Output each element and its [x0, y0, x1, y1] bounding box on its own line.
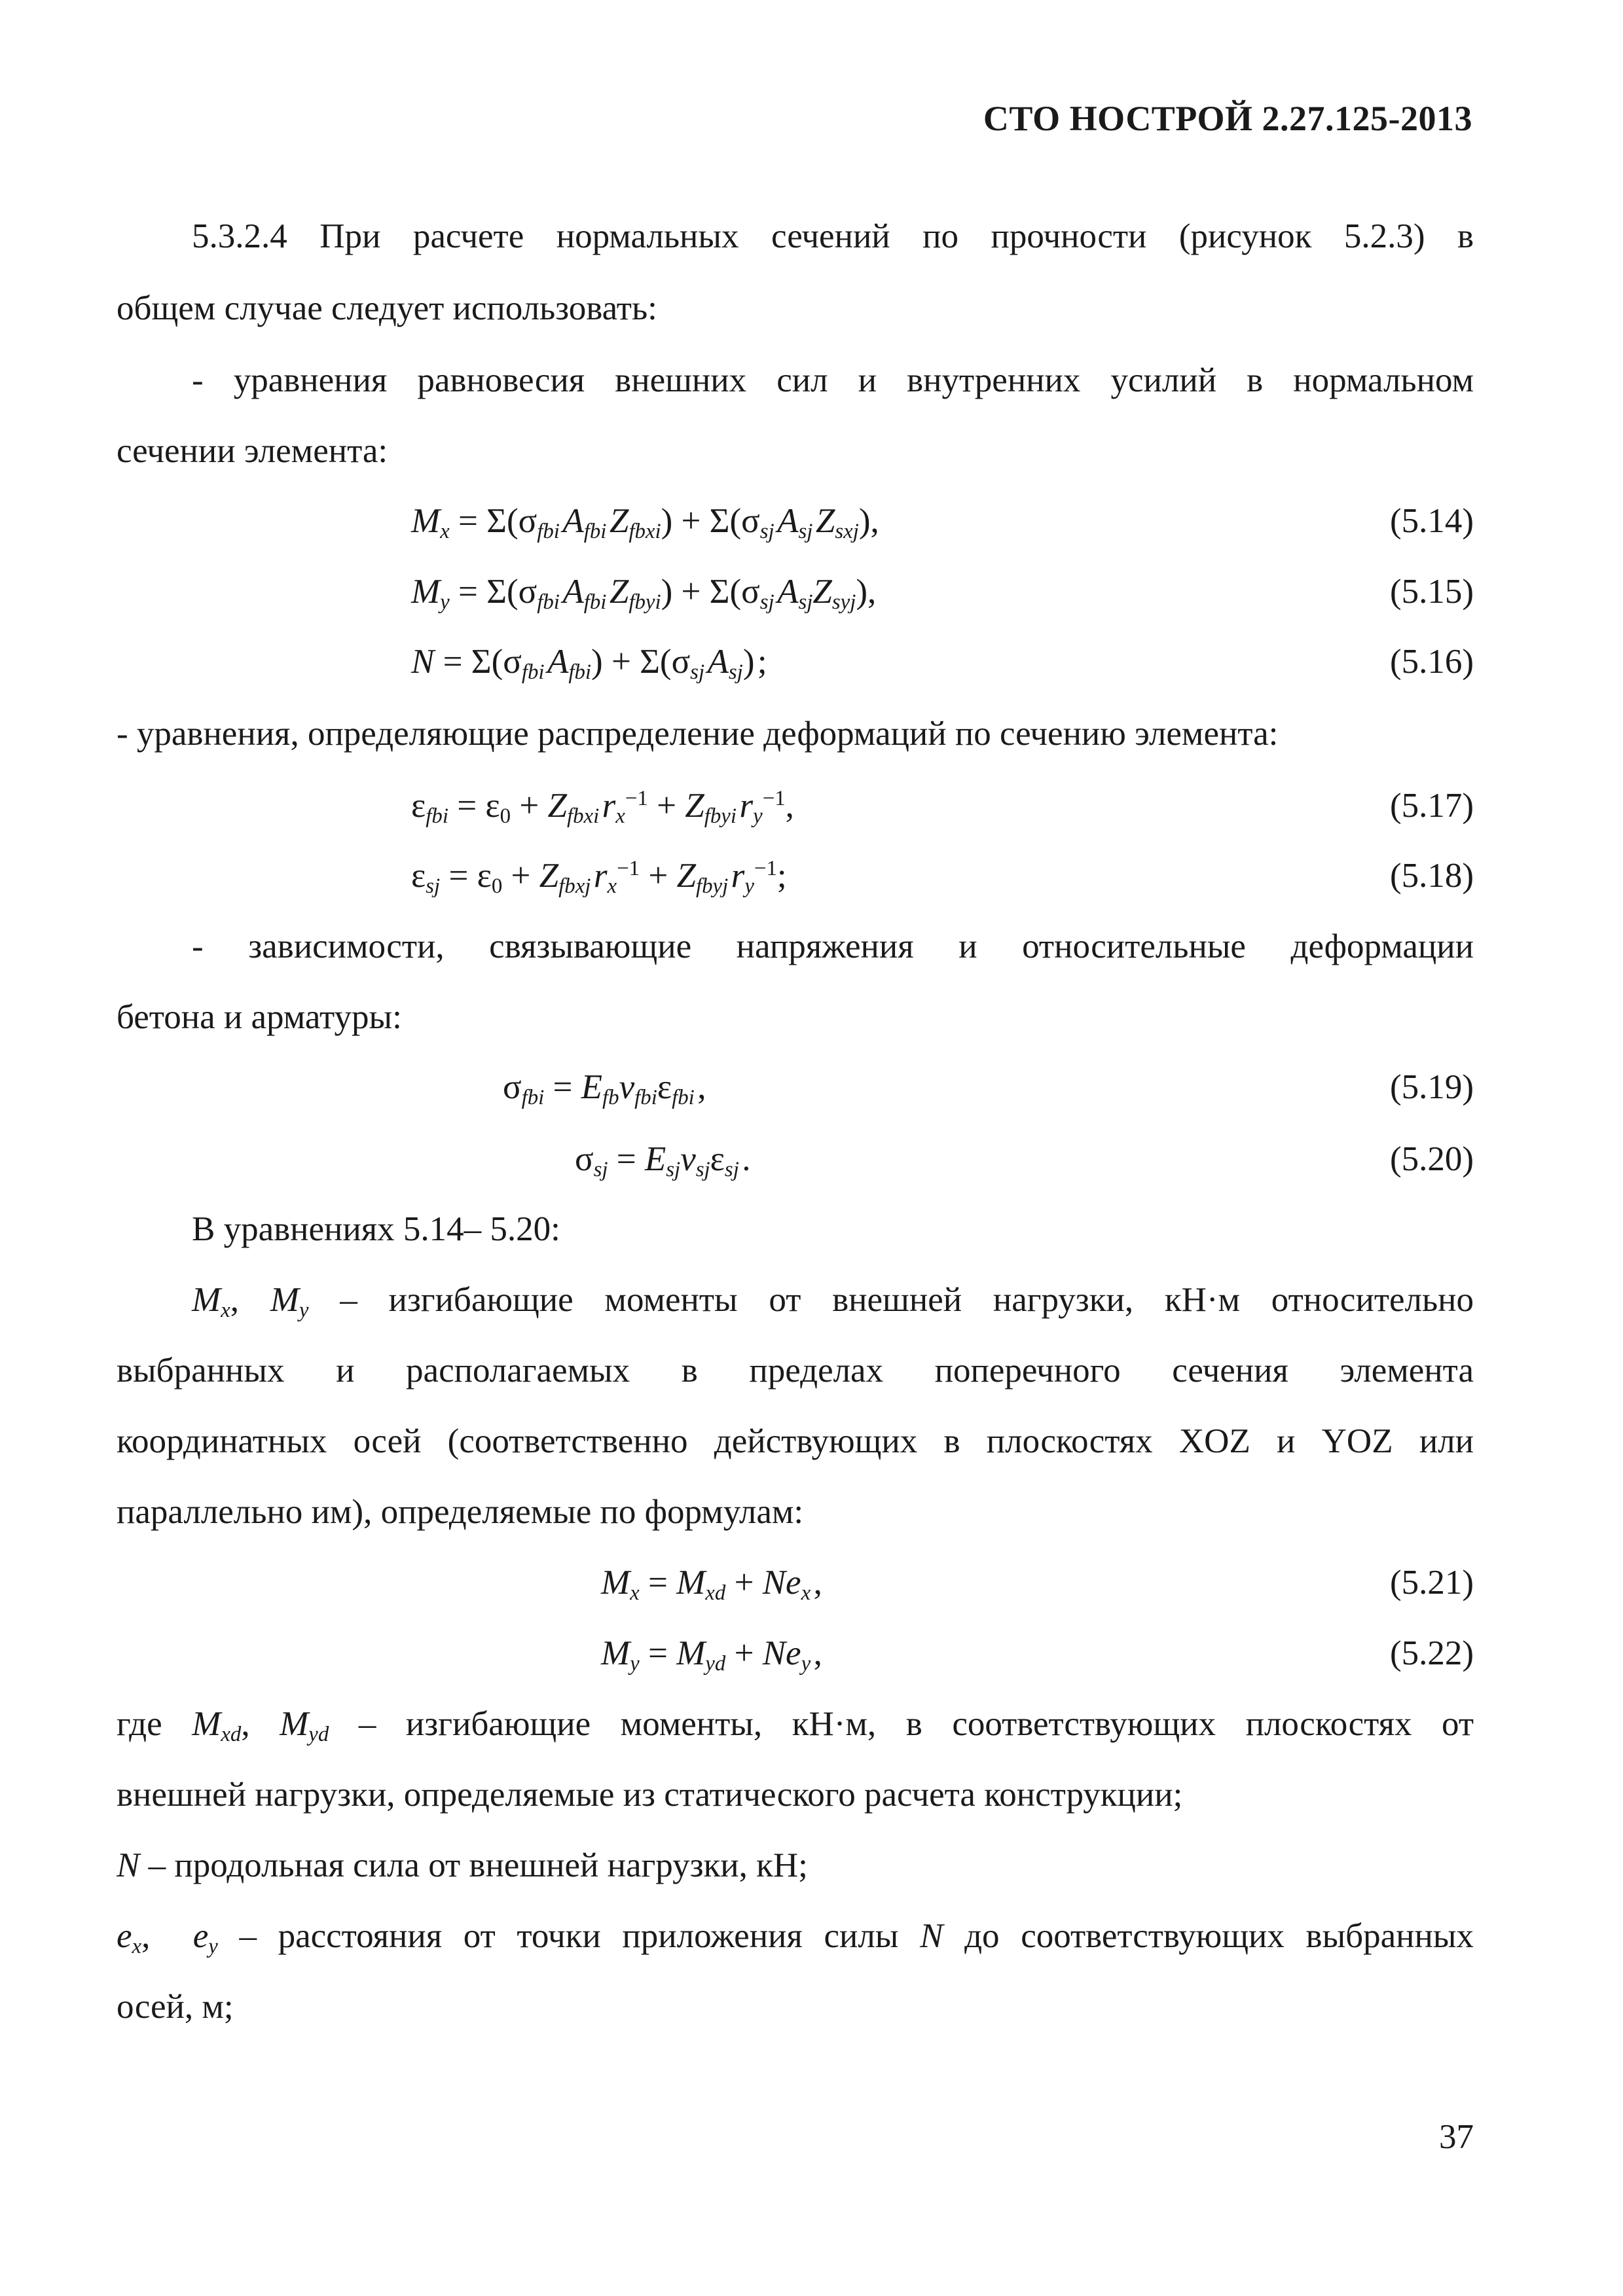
equation-number: (5.14) [1389, 502, 1474, 540]
equation-number: (5.21) [1389, 1564, 1474, 1602]
equation-5-21: $M_x = M_{xd} + Ne_x$ , [601, 1564, 822, 1605]
equation-number: (5.16) [1389, 643, 1474, 681]
paragraph-line: - уравнения равновесия внешних сил и внутренних усилий в нормальном [192, 361, 1474, 399]
paragraph-line: бетона и арматуры: [117, 998, 402, 1036]
equation-5-17: $\varepsilon_{fbi} = \varepsilon_0 + Z_{fbxi}$ $r_x^{-1} + Z_{fbyi}$ $r_y^{-1}$, [411, 786, 794, 829]
paragraph-line: $M_x$, $M_y$ – изгибающие моменты от внешней нагрузки, кН·м относительно [192, 1281, 1474, 1323]
paragraph-line: - зависимости, связывающие напряжения и относительные деформации [192, 927, 1474, 965]
equation-5-18: $\varepsilon_{sj} = \varepsilon_0 + Z_{fbxj}$ $r_x^{-1} + Z_{fbyj}$ $r_y^{-1}$; [411, 856, 787, 899]
paragraph-text: где [117, 1705, 192, 1743]
paragraph-text: до соответствующих выбранных [943, 1917, 1474, 1955]
paragraph-line: - уравнения, определяющие распределение деформаций по сечению элемента: [117, 715, 1279, 753]
paragraph-line: параллельно им), определяемые по формулам: [117, 1493, 804, 1531]
paragraph-text: – изгибающие моменты от внешней нагрузки, кН·м относительно [308, 1281, 1474, 1319]
paragraph-line: внешней нагрузки, определяемые из статического расчета конструкции; [117, 1776, 1183, 1814]
equation-number: (5.22) [1389, 1634, 1474, 1672]
paragraph-line: общем случае следует использовать: [117, 289, 657, 327]
equation-5-15: $M_y = \Sigma(\sigma_{fbi}$ $A_{fbi}$ $Z_{fbyi}) + \Sigma(\sigma_{sj}$ $A_{sj}Z_{syj}$), [411, 573, 877, 615]
equation-5-22: $M_y = M_{yd} + Ne_y$ , [601, 1634, 822, 1676]
paragraph-text: – расстояния от точки приложения силы [217, 1917, 921, 1955]
paragraph-text: – продольная сила от внешней нагрузки, кН; [139, 1846, 808, 1884]
paragraph-line: где $M_{xd}$, $M_{yd}$ – изгибающие моменты, кН·м, в соответствующих плоскостях от [117, 1705, 1474, 1747]
paragraph-line: N – продольная сила от внешней нагрузки, кН; [117, 1846, 808, 1884]
paragraph-line: осей, м; [117, 1988, 234, 2026]
paragraph-line: выбранных и располагаемых в пределах поперечного сечения элемента [117, 1352, 1474, 1390]
document-header: СТО НОСТРОЙ 2.27.125-2013 [983, 99, 1472, 138]
equation-5-19: $\sigma_{fbi} = E_{fb}v_{fbi}\varepsilon_{fbi}$ , [503, 1068, 706, 1110]
equation-number: (5.15) [1389, 573, 1474, 611]
equation-number: (5.20) [1389, 1140, 1474, 1178]
paragraph-line: В уравнениях 5.14– 5.20: [192, 1210, 560, 1248]
page-number: 37 [1439, 2118, 1474, 2156]
equation-5-16: $N = \Sigma(\sigma_{fbi}$ $A_{fbi}) + \Sigma(\sigma_{sj}$ $A_{sj}$) ; [411, 643, 767, 685]
equation-number: (5.18) [1389, 857, 1474, 895]
paragraph-line: $e_x$, $e_y$ – расстояния от точки приложения силы N до соответствующих выбранных [117, 1917, 1474, 1959]
equation-5-14: $M_x = \Sigma(\sigma_{fbi}$ $A_{fbi}$ $Z_{fbxi}) + \Sigma(\sigma_{sj}$ $A_{sj}$ $Z_{sxj}$), [411, 502, 879, 544]
paragraph-line: координатных осей (соответственно действующих в плоскостях XOZ и YOZ или [117, 1422, 1474, 1460]
paragraph-line: сечении элемента: [117, 432, 388, 470]
equation-number: (5.19) [1389, 1068, 1474, 1106]
equation-number: (5.17) [1389, 787, 1474, 825]
paragraph-text: – изгибающие моменты, кН·м, в соответствующих плоскостях от [329, 1705, 1474, 1743]
equation-5-20: $\sigma_{sj} = E_{sj}v_{sj}\varepsilon_{sj}$ . [575, 1140, 751, 1182]
paragraph-line: 5.3.2.4 При расчете нормальных сечений по прочности (рисунок 5.2.3) в [192, 217, 1474, 255]
